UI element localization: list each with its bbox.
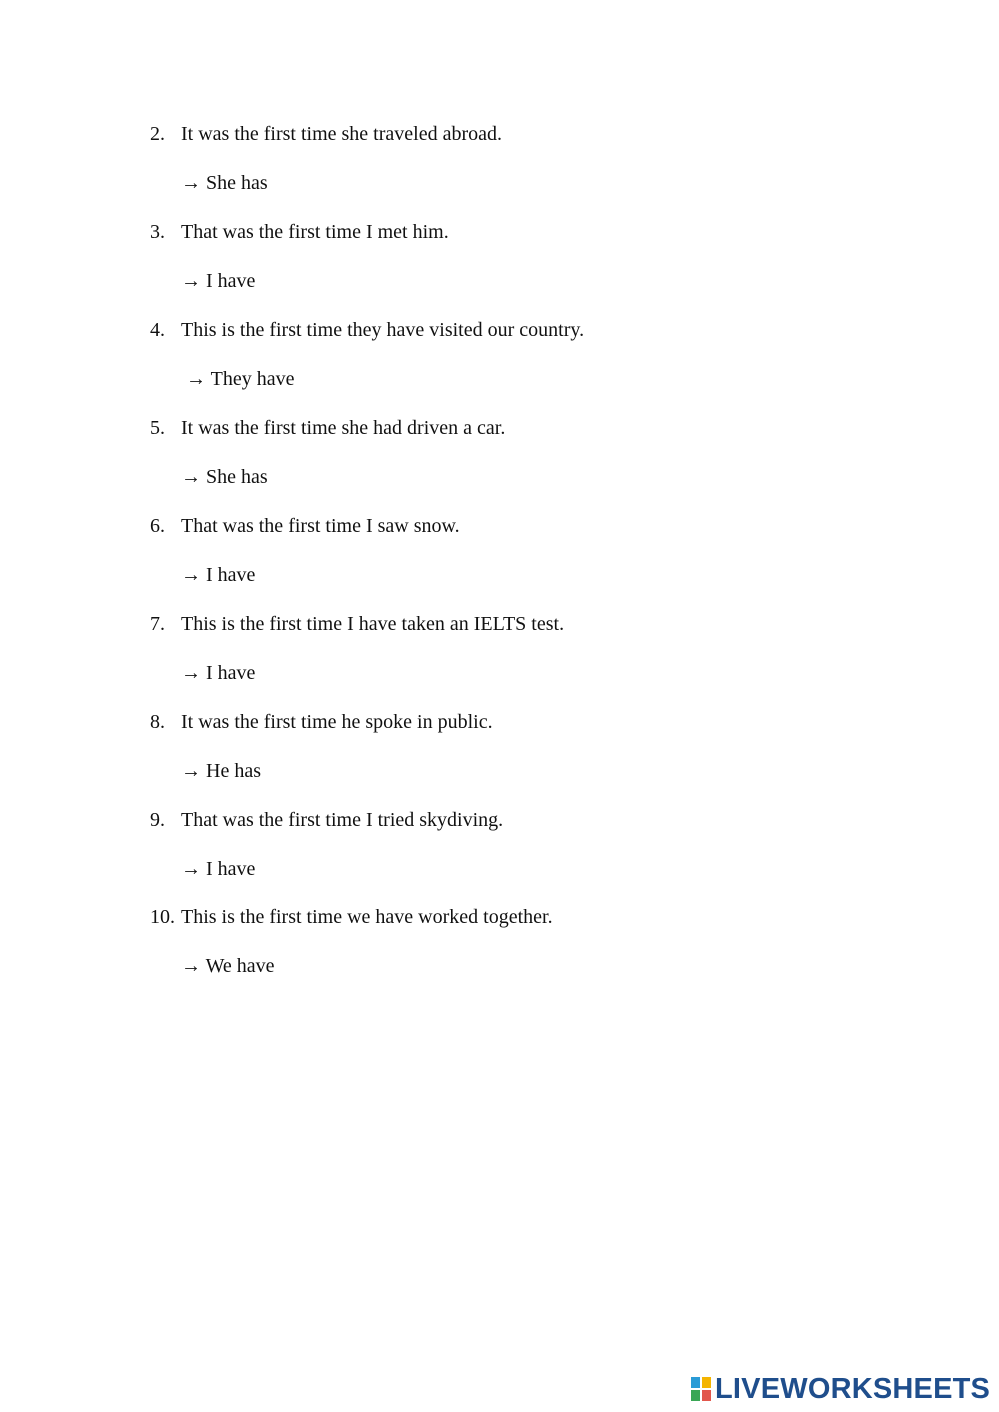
- question-line: [150, 513, 910, 539]
- exercise-item: [150, 807, 910, 882]
- logo-mark-icon: [690, 1376, 712, 1402]
- question-text: This is the first time I have taken an IELTS test.: [181, 613, 565, 635]
- question-line: [150, 709, 910, 735]
- answer-line[interactable]: [150, 856, 910, 882]
- exercise-item: [150, 415, 910, 490]
- question-text: That was the first time I tried skydiving.: [181, 809, 504, 831]
- answer-line[interactable]: [150, 366, 910, 392]
- question-number: 9.: [150, 809, 165, 831]
- question-line: [150, 317, 910, 343]
- question-text: It was the first time she had driven a car.: [181, 417, 506, 439]
- question-text: This is the first time they have visited our country.: [181, 319, 585, 341]
- question-text: That was the first time I met him.: [181, 221, 449, 243]
- question-number: 2.: [150, 123, 165, 145]
- question-line: [150, 415, 910, 441]
- liveworksheets-logo: [690, 1372, 990, 1406]
- answer-prompt: → I have: [181, 662, 256, 684]
- answer-prompt: → She has: [181, 466, 268, 488]
- question-line: [150, 807, 910, 833]
- question-text: It was the first time he spoke in public.: [181, 711, 493, 733]
- exercise-item: [150, 219, 910, 294]
- exercise-item: [150, 513, 910, 588]
- question-line: [150, 121, 910, 147]
- answer-line[interactable]: [150, 660, 910, 686]
- exercise-item: [150, 709, 910, 784]
- question-line: [150, 611, 910, 637]
- question-number: 3.: [150, 221, 165, 243]
- question-number: 4.: [150, 319, 165, 341]
- answer-prompt: → She has: [181, 172, 268, 194]
- answer-prompt: → I have: [181, 564, 256, 586]
- answer-line[interactable]: [150, 953, 910, 979]
- question-number: 7.: [150, 613, 165, 635]
- answer-prompt: → I have: [181, 858, 256, 880]
- answer-prompt: → He has: [181, 760, 261, 782]
- question-number: 10.: [150, 906, 175, 928]
- exercise-item: [150, 121, 910, 196]
- logo-text: LIVEWORKSHEETS: [715, 1373, 991, 1405]
- answer-line[interactable]: [150, 268, 910, 294]
- exercise-item: [150, 317, 910, 392]
- question-number: 5.: [150, 417, 165, 439]
- exercise-item: [150, 904, 910, 979]
- question-line: [150, 219, 910, 245]
- answer-prompt: → They have: [186, 368, 295, 390]
- answer-prompt: → We have: [181, 955, 275, 977]
- answer-line[interactable]: [150, 562, 910, 588]
- question-text: It was the first time she traveled abroad.: [181, 123, 502, 145]
- answer-prompt: → I have: [181, 270, 256, 292]
- question-number: 8.: [150, 711, 165, 733]
- answer-line[interactable]: [150, 464, 910, 490]
- question-line: [150, 904, 910, 930]
- answer-line[interactable]: [150, 170, 910, 196]
- question-text: That was the first time I saw snow.: [181, 515, 460, 537]
- exercise-item: [150, 611, 910, 686]
- question-number: 6.: [150, 515, 165, 537]
- answer-line[interactable]: [150, 758, 910, 784]
- question-text: This is the first time we have worked together.: [181, 906, 553, 928]
